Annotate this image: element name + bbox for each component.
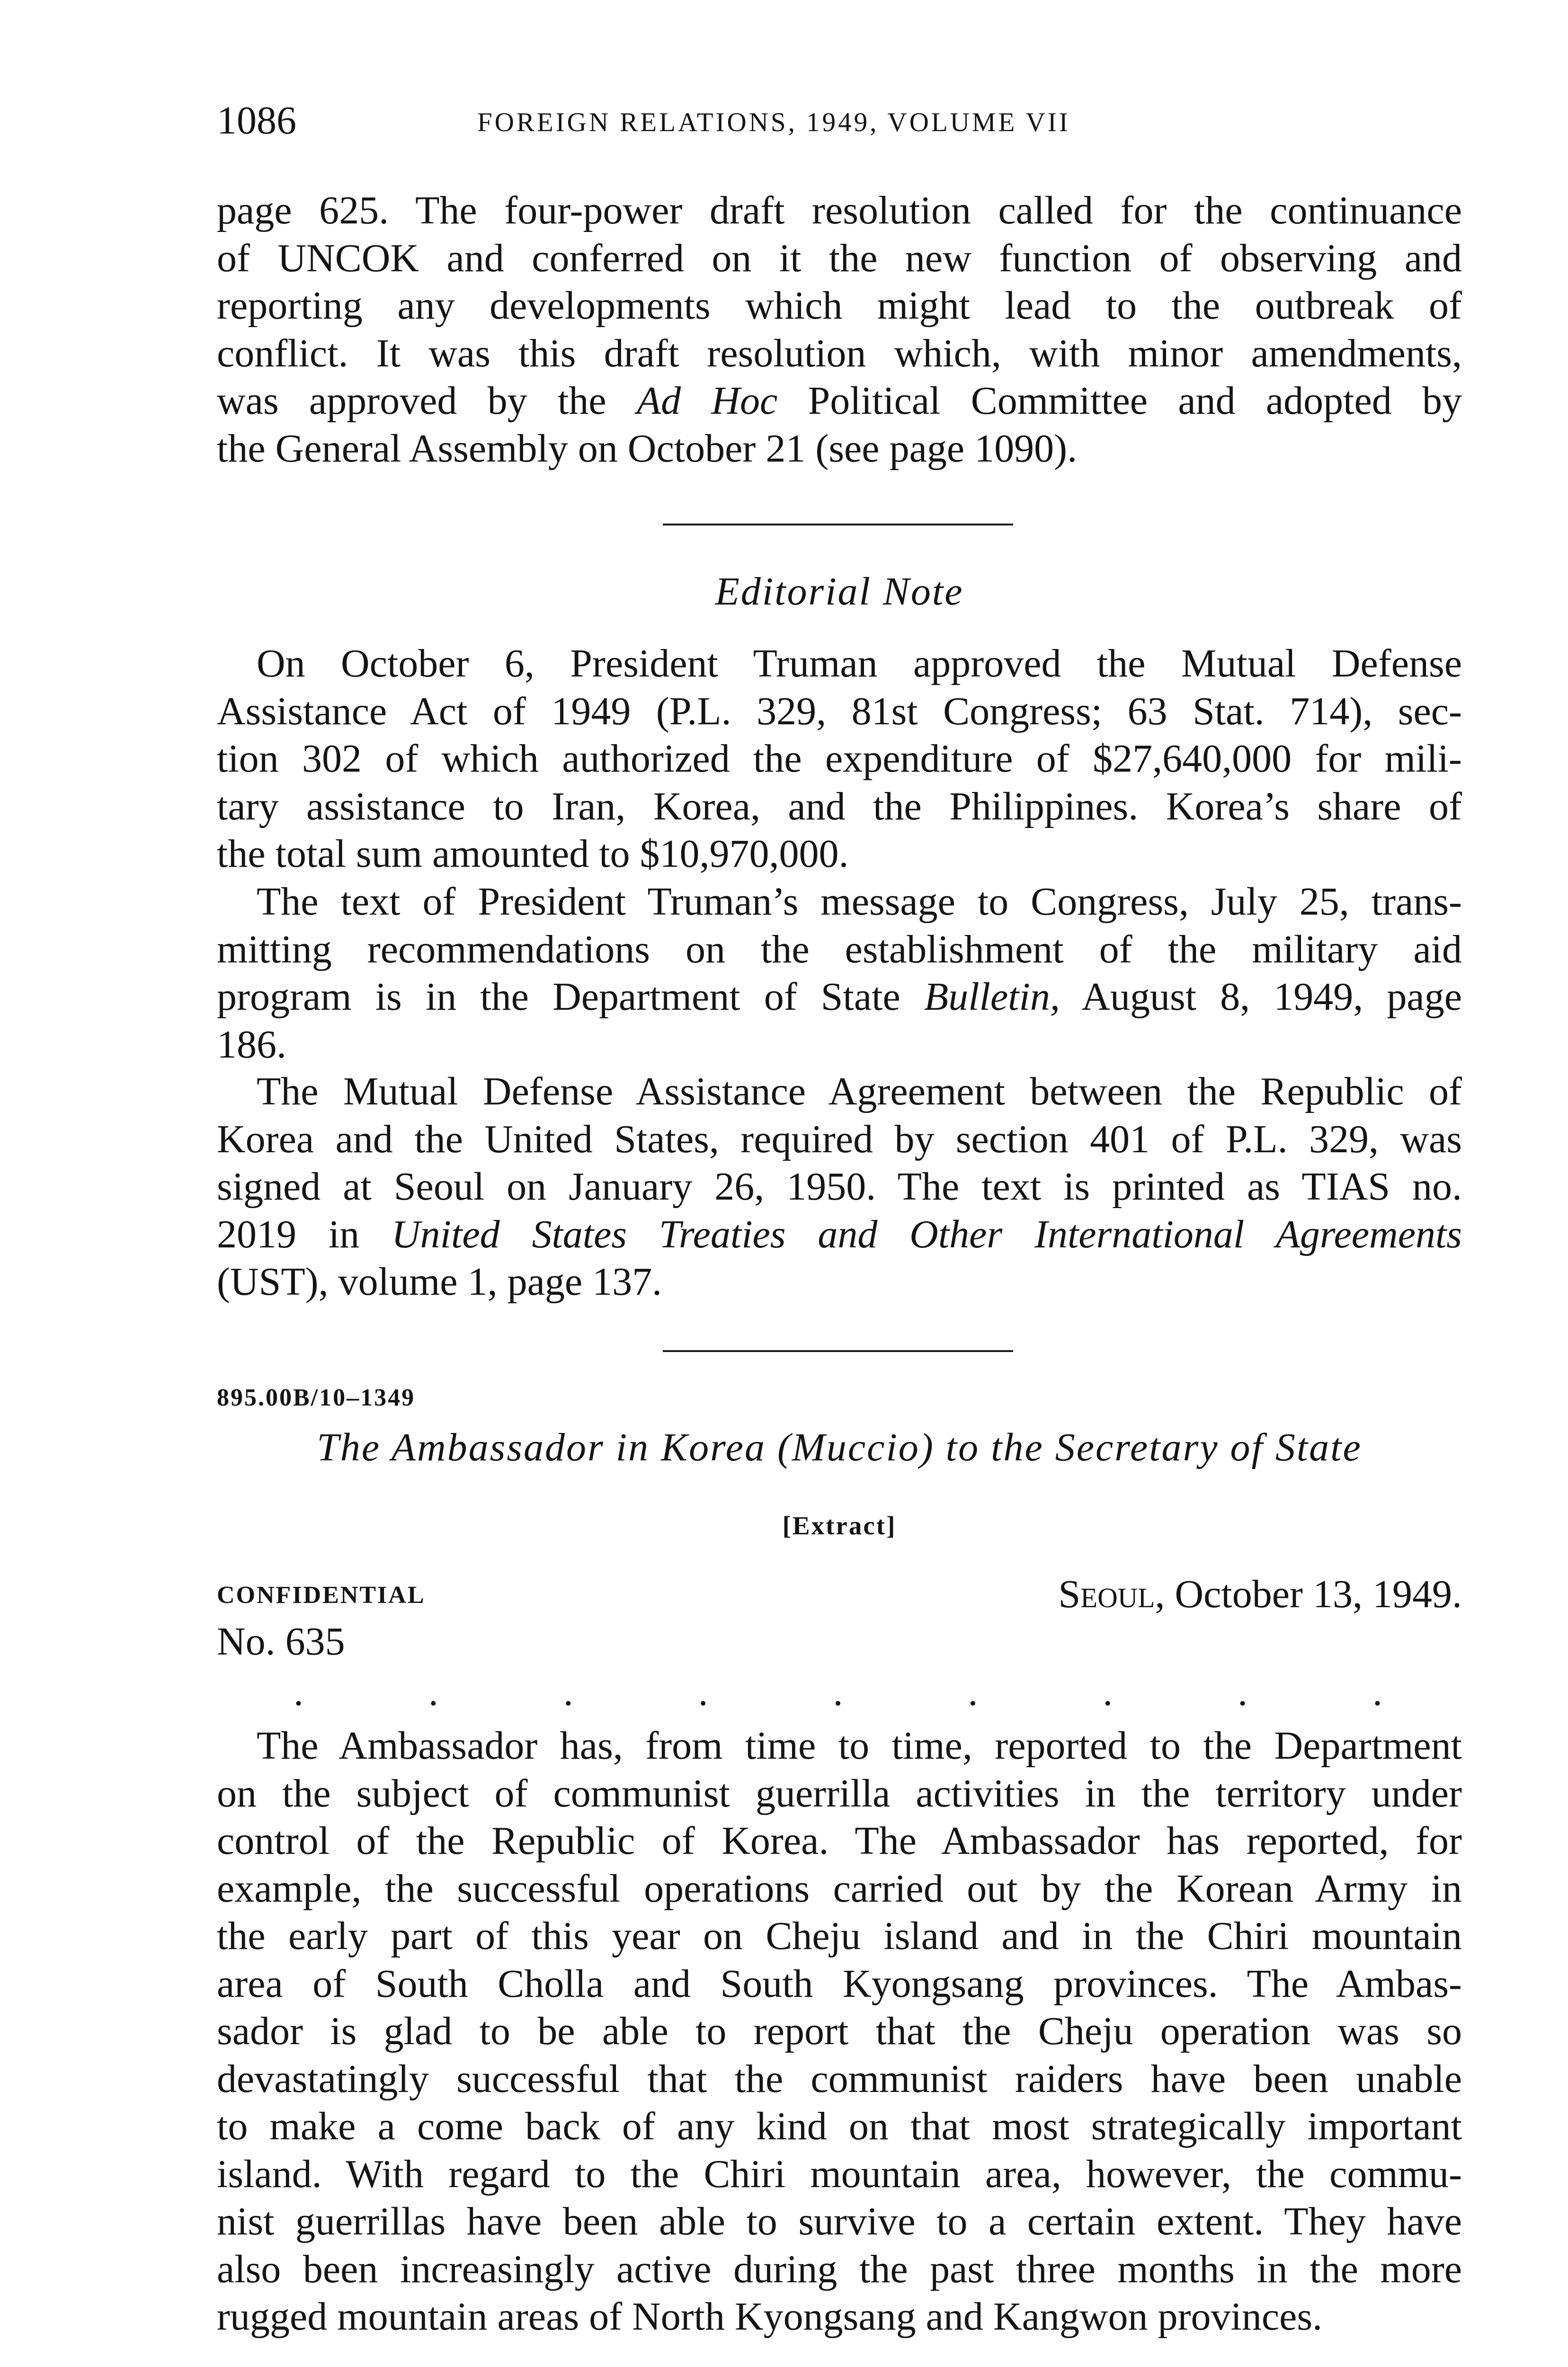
section-divider <box>663 524 1013 525</box>
ellipsis-dot: . <box>1372 1670 1382 1714</box>
text-line <box>217 1211 1462 1259</box>
text-line: the total sum amounted to $10,970,000. <box>217 832 849 876</box>
document-title <box>217 1424 1462 1471</box>
text-line: reporting any developments which might lead to the outbreak of <box>217 284 1462 328</box>
text-line: control of the Republic of Korea. The Ambassador has reported, for <box>217 1819 1462 1863</box>
ellipsis-row <box>294 1670 1382 1714</box>
text-line: On October 6, President Truman approved the Mutual Defense <box>257 641 1462 685</box>
text-line: also been increasingly active during the past three months in the more <box>217 2247 1462 2291</box>
text-line: island. With regard to the Chiri mountain area, however, the commu- <box>217 2152 1462 2196</box>
text-line: area of South Cholla and South Kyongsang provinces. The Ambas- <box>217 1961 1462 2006</box>
ellipsis-dot: . <box>968 1670 978 1714</box>
editorial-paragraph-3 <box>217 1068 1462 1306</box>
text-line: the General Assembly on October 21 (see page 1090). <box>217 426 1078 471</box>
ellipsis-dot: . <box>563 1670 573 1714</box>
text-line <box>217 377 1462 425</box>
text-run: was approved by the <box>217 379 637 423</box>
text-line: the early part of this year on Cheju island and in the Chiri mountain <box>217 1914 1462 1958</box>
extract-label: [Extract] <box>782 1511 897 1540</box>
place: Seoul <box>1058 1572 1155 1616</box>
text-line: Korea and the United States, required by section 401 of P.L. 329, was <box>217 1117 1462 1161</box>
intro-paragraph <box>217 187 1462 472</box>
text-line: signed at Seoul on January 26, 1950. The text is printed as TIAS no. <box>217 1165 1462 1209</box>
text-line: to make a come back of any kind on that most strategically important <box>217 2104 1462 2148</box>
ellipsis-dot: . <box>1103 1670 1113 1714</box>
classification: CONFIDENTIAL <box>217 1582 426 1609</box>
text-line: conflict. It was this draft resolution which, with minor amendments, <box>217 331 1462 375</box>
title-part: The Ambassador in Korea ( <box>317 1425 792 1469</box>
place-date <box>1058 1571 1462 1618</box>
editorial-paragraph-1 <box>217 640 1462 878</box>
ellipsis-dot: . <box>1238 1670 1248 1714</box>
document-body <box>217 1722 1462 2341</box>
text-run: program is in the Department of State <box>217 975 924 1019</box>
text-line: tary assistance to Iran, Korea, and the Philippines. Korea’s share of <box>217 784 1462 828</box>
text-line: on the subject of communist guerrilla activities in the territory under <box>217 1771 1462 1815</box>
page-number: 1086 <box>217 98 296 142</box>
text-line: Assistance Act of 1949 (P.L. 329, 81st Congress; 63 Stat. 714), sec- <box>217 689 1462 733</box>
text-line: tion 302 of which authorized the expenditure of $27,640,000 for mili- <box>217 737 1462 781</box>
italic-title: United States Treaties and Other International Agreements <box>392 1212 1462 1256</box>
text-line: rugged mountain areas of North Kyongsang and Kangwon provinces. <box>217 2295 1323 2339</box>
text-line: of UNCOK and conferred on it the new function of observing and <box>217 236 1462 280</box>
ellipsis-dot: . <box>428 1670 438 1714</box>
file-number: 895.00B/10–1349 <box>217 1384 416 1411</box>
text-line: The Mutual Defense Assistance Agreement between the Republic of <box>257 1069 1462 1113</box>
editorial-paragraph-2 <box>217 878 1462 1068</box>
text-line: nist guerrillas have been able to survive to a certain extent. They have <box>217 2199 1462 2243</box>
text-line: (UST), volume 1, page 137. <box>217 1260 662 1304</box>
document-number: No. 635 <box>217 1620 345 1664</box>
text-line: page 625. The four-power draft resolution called for the continuance <box>217 188 1462 232</box>
text-line: The Ambassador has, from time to time, reported to the Department <box>257 1724 1462 1768</box>
text-line: example, the successful operations carried out by the Korean Army in <box>217 1866 1462 1911</box>
text-line <box>217 973 1462 1021</box>
text-run: August 8, 1949, page <box>1060 975 1462 1019</box>
running-header <box>217 97 1462 149</box>
text-run: Political Committee and adopted by <box>777 379 1462 423</box>
text-line: mitting recommendations on the establishment of the military aid <box>217 927 1462 971</box>
text-line: The text of President Truman’s message to Congress, July 25, trans- <box>257 880 1462 924</box>
italic-term: Ad Hoc <box>636 379 778 423</box>
title-part: ) to the Secretary of State <box>919 1425 1362 1469</box>
section-divider <box>663 1350 1013 1352</box>
text-run: 2019 in <box>217 1212 392 1256</box>
text-line: devastatingly successful that the communist raiders have been unable <box>217 2056 1462 2101</box>
date: , October 13, 1949. <box>1155 1572 1462 1616</box>
editorial-note-heading: Editorial Note <box>715 570 964 614</box>
ellipsis-dot: . <box>294 1670 303 1714</box>
title-name: Muccio <box>792 1425 920 1469</box>
text-line: sador is glad to be able to report that the Cheju operation was so <box>217 2009 1462 2053</box>
italic-term: Bulletin, <box>924 975 1060 1019</box>
ellipsis-dot: . <box>833 1670 843 1714</box>
text-line: 186. <box>217 1022 286 1067</box>
ellipsis-dot: . <box>698 1670 708 1714</box>
running-title: FOREIGN RELATIONS, 1949, VOLUME VII <box>477 107 1070 137</box>
